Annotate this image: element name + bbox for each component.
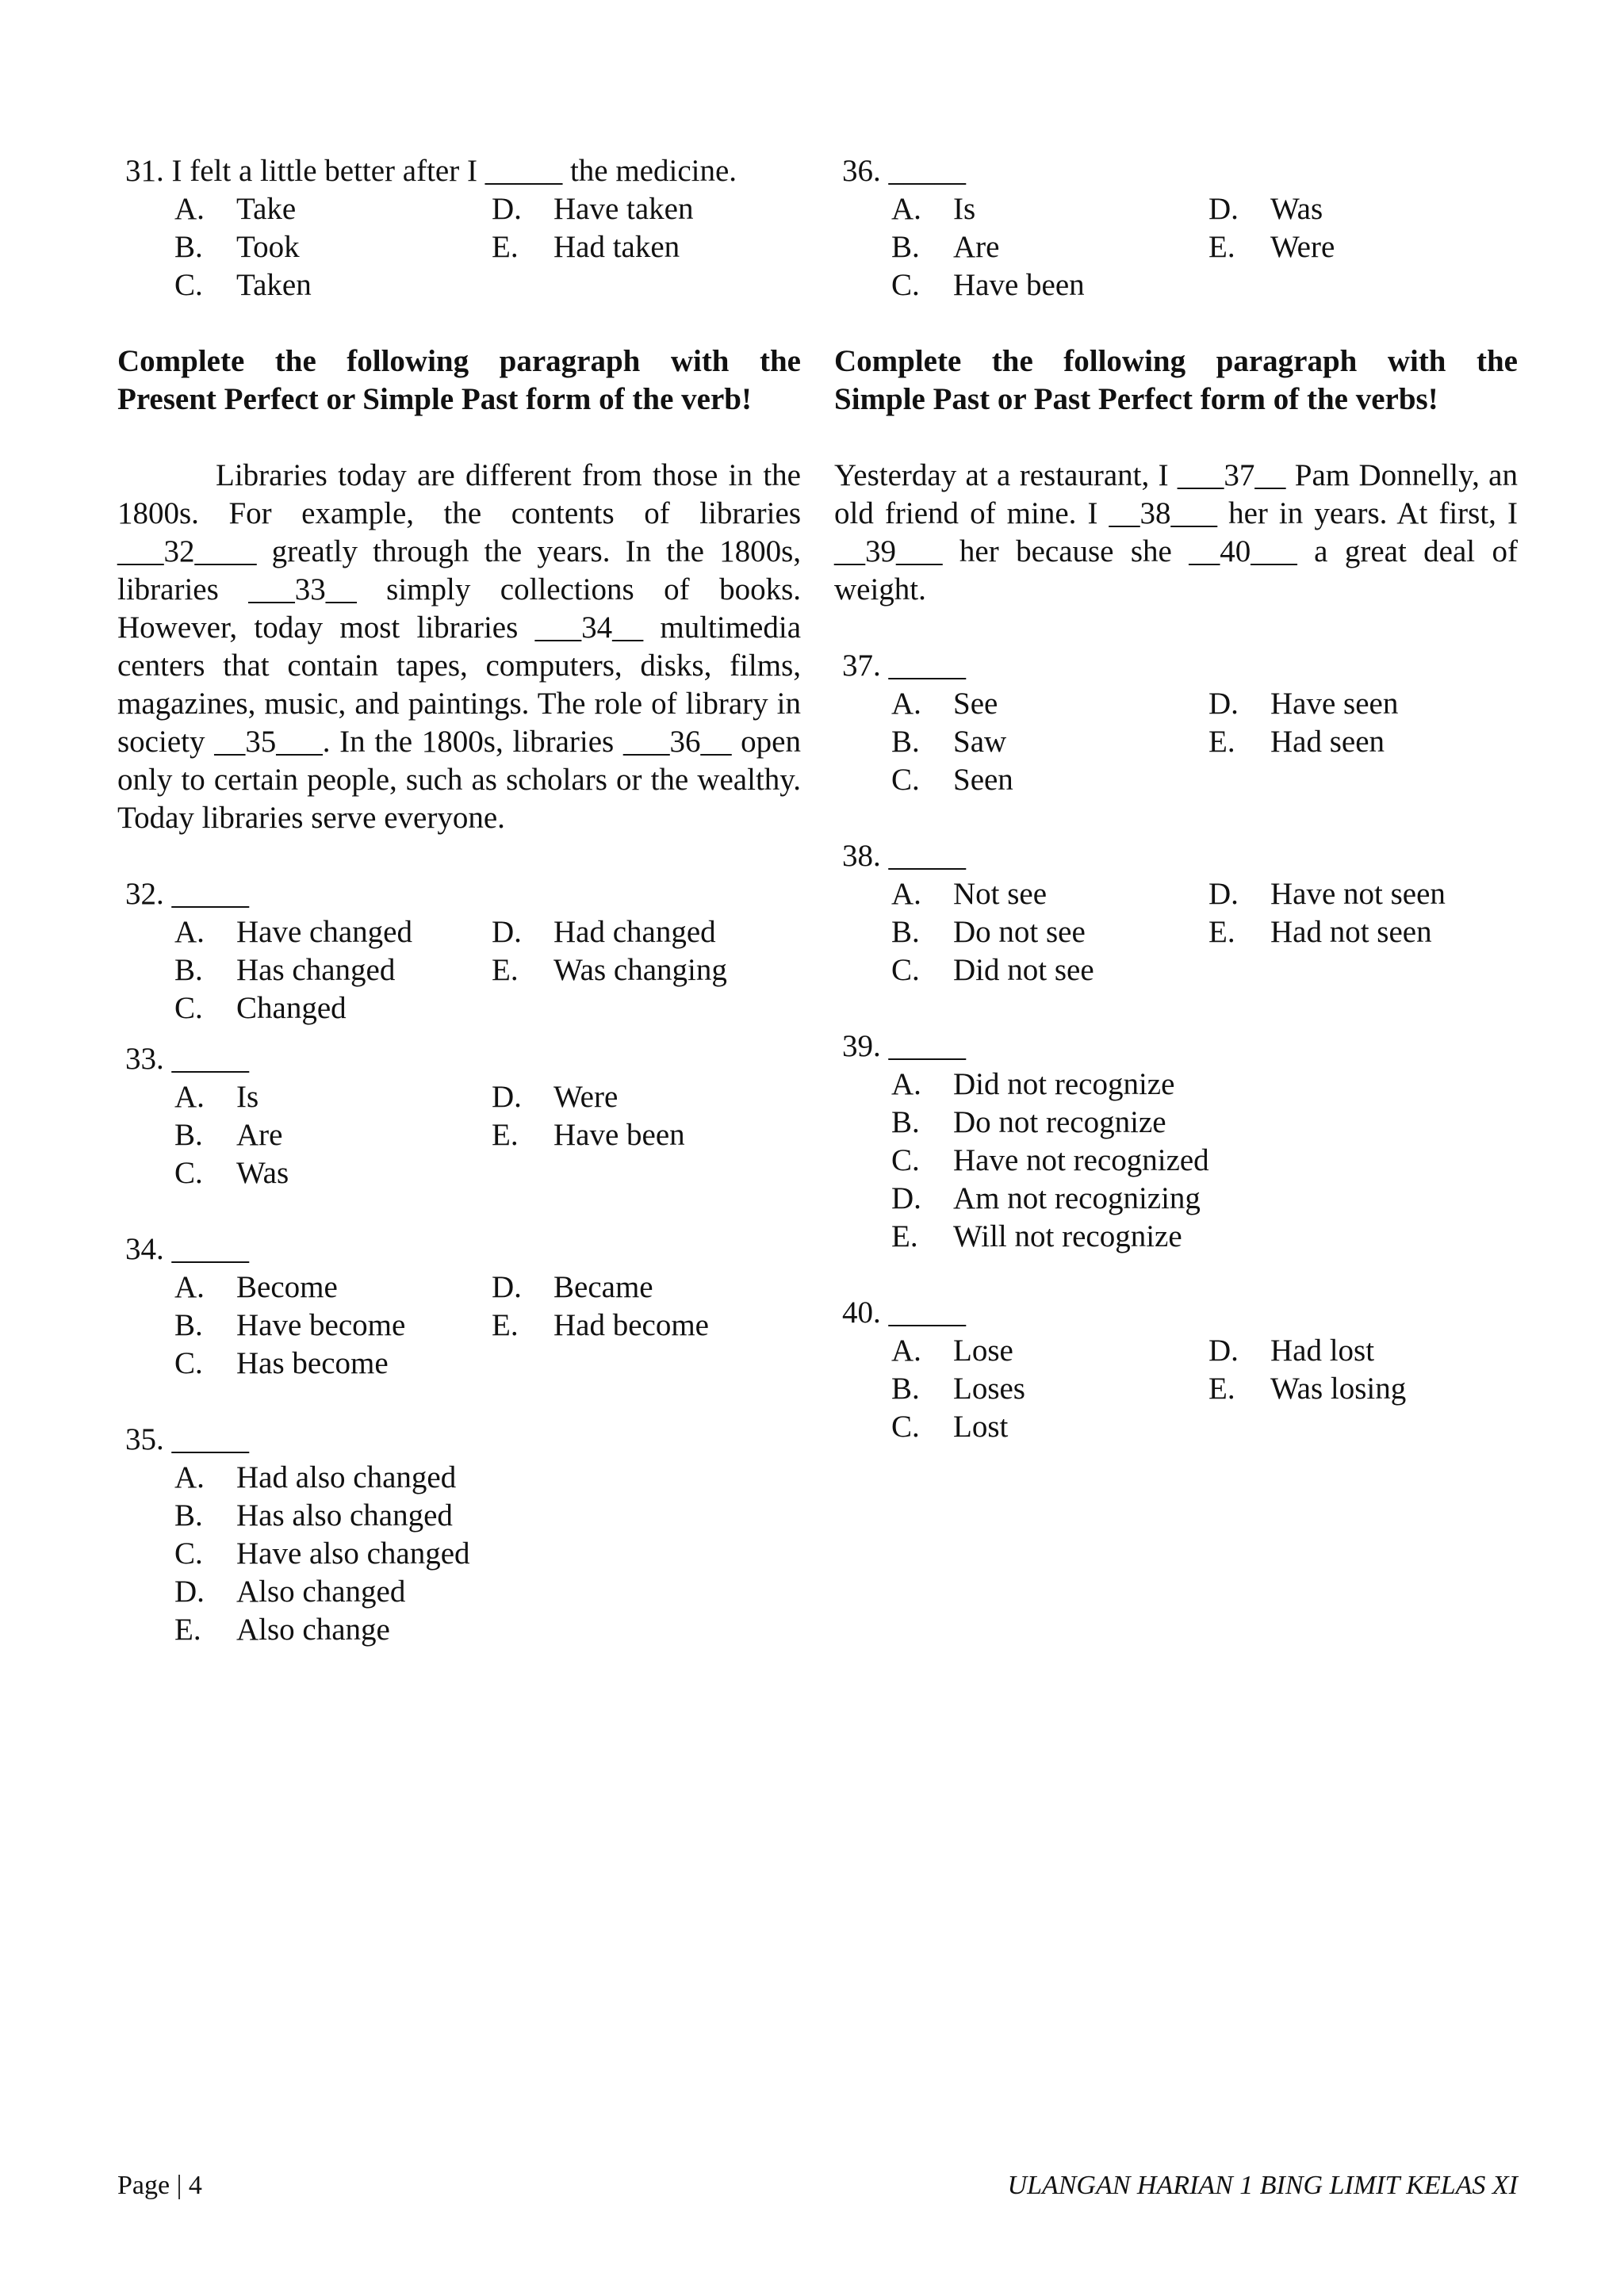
option-33-d[interactable]: D. Were [492,1080,619,1114]
option-35-a[interactable]: A. Had also changed [174,1460,457,1494]
option-36-a[interactable]: A. Is [891,192,976,226]
question-38-options [891,875,1518,989]
option-34-e[interactable]: E. Had become [492,1308,709,1342]
option-40-a[interactable]: A. Lose [891,1334,1013,1368]
option-34-c[interactable]: C. Has become [174,1346,389,1380]
option-40-d[interactable]: D. Had lost [1208,1334,1375,1368]
option-37-d[interactable]: D. Have seen [1208,687,1399,721]
option-39-e[interactable]: E. Will not recognize [891,1219,1182,1253]
question-37-stem: 37. _____ [842,649,966,683]
option-32-b[interactable]: B. Has changed [174,953,396,987]
question-33-stem: 33. _____ [125,1042,249,1076]
option-39-c[interactable]: C. Have not recognized [891,1143,1209,1177]
question-40-stem: 40. _____ [842,1295,966,1330]
question-39 [834,1027,1518,1256]
question-32 [117,875,801,1027]
question-36 [834,152,1518,304]
question-34 [117,1230,801,1383]
option-31-a[interactable]: A. Take [174,192,297,226]
question-32-stem: 32. _____ [125,877,249,911]
option-33-c[interactable]: C. Was [174,1156,289,1190]
option-33-e[interactable]: E. Have been [492,1118,685,1152]
option-37-a[interactable]: A. See [891,687,998,721]
left-column [117,152,801,1687]
option-39-b[interactable]: B. Do not recognize [891,1105,1166,1139]
question-36-options [891,190,1518,304]
instruction-line-1: Complete the following paragraph with the [834,344,1518,378]
instruction-line-2: Simple Past or Past Perfect form of the verbs! [834,382,1438,416]
question-34-stem: 34. _____ [125,1232,249,1266]
question-31-options [174,190,801,304]
instruction-present-perfect [117,342,801,419]
question-36-stem: 36. _____ [842,154,966,188]
instruction-past-perfect [834,342,1518,419]
option-39-d[interactable]: D. Am not recognizing [891,1181,1201,1215]
option-36-b[interactable]: B. Are [891,230,1000,264]
option-32-c[interactable]: C. Changed [174,991,347,1025]
option-39-a[interactable]: A. Did not recognize [891,1067,1175,1101]
instruction-line-2: Present Perfect or Simple Past form of the verb! [117,382,752,416]
question-39-options [891,1066,1518,1256]
question-32-options [174,913,801,1027]
restaurant-paragraph-text: Yesterday at a restaurant, I ___37__ Pam Donnelly, an old friend of mine. I __38___ her in years. At first, I __39___ her because she __40___ a great deal of weight. [834,458,1518,607]
restaurant-paragraph [834,457,1518,609]
option-38-c[interactable]: C. Did not see [891,953,1094,987]
option-31-c[interactable]: C. Taken [174,268,312,302]
option-31-b[interactable]: B. Took [174,230,300,264]
option-33-a[interactable]: A. Is [174,1080,259,1114]
libraries-paragraph [117,457,801,837]
option-38-e[interactable]: E. Had not seen [1208,915,1432,949]
question-34-options [174,1269,801,1383]
question-40-options [891,1332,1518,1446]
question-33-options [174,1078,801,1192]
option-34-a[interactable]: A. Become [174,1270,338,1304]
question-38 [834,837,1518,989]
option-35-b[interactable]: B. Has also changed [174,1498,453,1533]
option-40-c[interactable]: C. Lost [891,1410,1009,1444]
instruction-line-1: Complete the following paragraph with the [117,344,801,378]
option-40-e[interactable]: E. Was losing [1208,1372,1407,1406]
question-31-stem: 31. I felt a little better after I _____ the medicine. [125,154,737,188]
option-38-d[interactable]: D. Have not seen [1208,877,1446,911]
option-32-a[interactable]: A. Have changed [174,915,412,949]
question-33 [117,1040,801,1192]
page-number: Page | 4 [117,2171,202,2200]
option-37-b[interactable]: B. Saw [891,725,1007,759]
question-31 [117,152,801,304]
option-36-c[interactable]: C. Have been [891,268,1085,302]
option-33-b[interactable]: B. Are [174,1118,283,1152]
question-38-stem: 38. _____ [842,839,966,873]
question-35 [117,1421,801,1649]
question-37-options [891,685,1518,799]
option-31-d[interactable]: D. Have taken [492,192,694,226]
option-32-d[interactable]: D. Had changed [492,915,716,949]
option-31-e[interactable]: E. Had taken [492,230,680,264]
option-36-e[interactable]: E. Were [1208,230,1335,264]
option-34-d[interactable]: D. Became [492,1270,653,1304]
option-37-c[interactable]: C. Seen [891,763,1013,797]
option-35-d[interactable]: D. Also changed [174,1575,406,1609]
option-35-e[interactable]: E. Also change [174,1613,390,1647]
libraries-paragraph-text: Libraries today are different from those in the 1800s. For example, the contents of libraries ___32____ greatly through the years. In the 1800s, libraries ___33__ simply collections of books. However, today most libraries ___34__ multimedia centers that contain tapes, computers, disks, films, magazines, music, and paintings. The role of library in society __35___. In the 1800s, libraries ___36__ open only to certain people, such as scholars or the wealthy. Today libraries serve everyone. [117,458,801,835]
option-38-b[interactable]: B. Do not see [891,915,1086,949]
option-36-d[interactable]: D. Was [1208,192,1323,226]
option-38-a[interactable]: A. Not see [891,877,1048,911]
document-title-footer: ULANGAN HARIAN 1 BING LIMIT KELAS XI [1007,2171,1518,2200]
option-34-b[interactable]: B. Have become [174,1308,406,1342]
right-column [834,152,1518,1484]
question-35-stem: 35. _____ [125,1422,249,1456]
option-37-e[interactable]: E. Had seen [1208,725,1385,759]
question-40 [834,1294,1518,1446]
question-39-stem: 39. _____ [842,1029,966,1063]
question-35-options [174,1459,801,1649]
option-35-c[interactable]: C. Have also changed [174,1536,470,1571]
option-40-b[interactable]: B. Loses [891,1372,1025,1406]
question-37 [834,647,1518,799]
option-32-e[interactable]: E. Was changing [492,953,727,987]
